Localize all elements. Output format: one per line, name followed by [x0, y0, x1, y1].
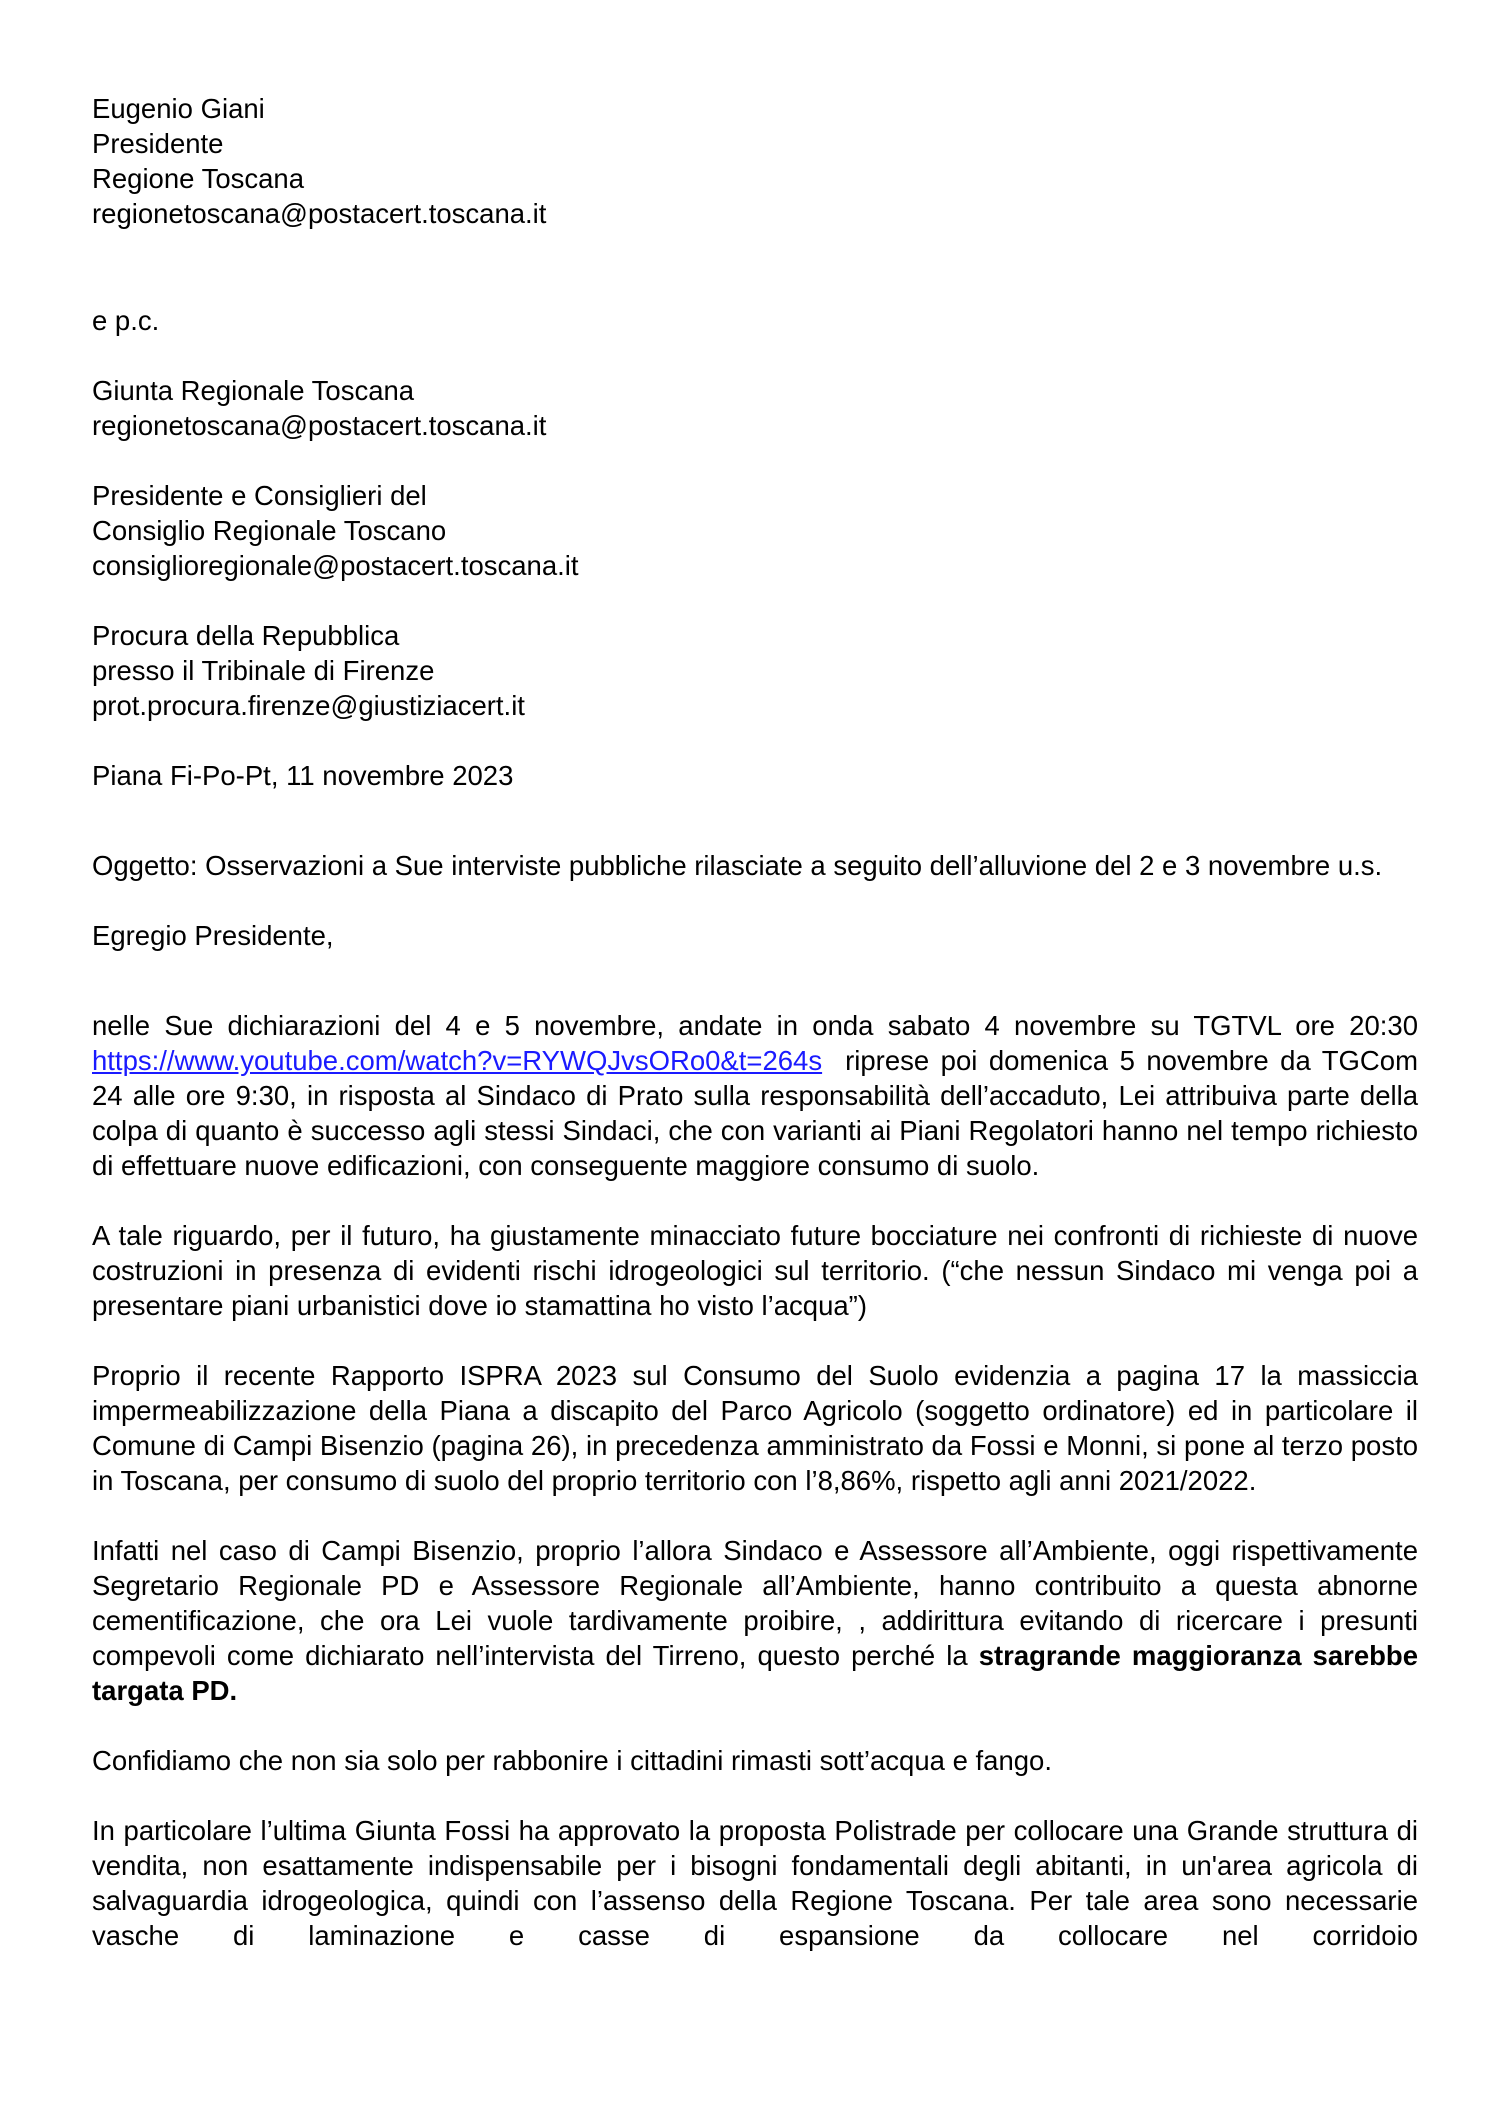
- paragraph-1-text-a: nelle Sue dichiarazioni del 4 e 5 novembre, andate in onda sabato 4 novembre su TGTVL ore 20:30: [92, 1010, 1418, 1041]
- cc-recipient-line: Consiglio Regionale Toscano: [92, 515, 447, 546]
- spacer: [92, 338, 1418, 373]
- spacer: [92, 883, 1418, 918]
- cc-label: e p.c.: [92, 305, 160, 336]
- paragraph-1: [92, 1008, 1418, 1183]
- spacer: [92, 793, 1418, 848]
- spacer: [92, 1323, 1418, 1358]
- paragraph-2: A tale riguardo, per il futuro, ha giustamente minacciato future bocciature nei confronti di richieste di nuove costruzioni in presenza di evidenti rischi idrogeologici sul territorio. (“che nessun Sindaco mi venga poi a presentare piani urbanistici dove io stamattina ho visto l’acqua”): [92, 1220, 1418, 1321]
- salutation: Egregio Presidente,: [92, 920, 334, 951]
- cc-recipient-line: presso il Tribinale di Firenze: [92, 655, 435, 686]
- recipient-name: Eugenio Giani: [92, 93, 265, 124]
- recipient-email: regionetoscana@postacert.toscana.it: [92, 198, 547, 229]
- subject-line: Oggetto: Osservazioni a Sue interviste pubbliche rilasciate a seguito dell’alluvione del 2 e 3 novembre u.s.: [92, 850, 1383, 881]
- letter-page: [92, 91, 1418, 1953]
- cc-recipient-giunta: [92, 373, 1418, 443]
- spacer: [92, 1778, 1418, 1813]
- place-date: Piana Fi-Po-Pt, 11 novembre 2023: [92, 760, 514, 791]
- paragraph-4: [92, 1533, 1418, 1708]
- paragraph-4-text: Infatti nel caso di Campi Bisenzio, proprio l’allora Sindaco e Assessore all’Ambiente, oggi rispettivamente Segretario Regionale PD e Assessore Regionale all’Ambiente, hanno contribuito a questa abnorne cementificazione, che ora Lei vuole tardivamente proibire, , addirittura evitando di ricercare i presunti compevoli come dichiarato nell’intervista del Tirreno, questo perché la: [92, 1535, 1418, 1671]
- recipient-organization: Regione Toscana: [92, 163, 305, 194]
- cc-recipient-email: prot.procura.firenze@giustiziacert.it: [92, 690, 525, 721]
- cc-recipient-email: regionetoscana@postacert.toscana.it: [92, 410, 547, 441]
- spacer: [92, 723, 1418, 758]
- cc-recipient-line: Giunta Regionale Toscana: [92, 375, 415, 406]
- paragraph-1-text-b: riprese poi domenica 5 novembre da TGCom 24 alle ore 9:30, in risposta al Sindaco di Prato sulla responsabilità dell’accaduto, Lei attribuiva parte della colpa di quanto è successo agli stessi Sindaci, che con varianti ai Piani Regolatori hanno nel tempo richiesto di effettuare nuove edificazioni, con conseguente maggiore consumo di suolo.: [92, 1045, 1418, 1181]
- recipient-title: Presidente: [92, 128, 224, 159]
- paragraph-4-bold-text: stragrande maggioranza sarebbe targata PD.: [92, 1640, 1419, 1706]
- cc-recipient-consiglio: [92, 478, 1418, 583]
- spacer: [92, 1708, 1418, 1743]
- paragraph-5: Confidiamo che non sia solo per rabbonire i cittadini rimasti sott’acqua e fango.: [92, 1745, 1052, 1776]
- spacer: [92, 1183, 1418, 1218]
- spacer: [92, 1498, 1418, 1533]
- cc-recipient-line: Procura della Repubblica: [92, 620, 400, 651]
- paragraph-6: In particolare l’ultima Giunta Fossi ha approvato la proposta Polistrade per collocare una Grande struttura di vendita, non esattamente indispensabile per i bisogni fondamentali degli abitanti, in un'area agricola di salvaguardia idrogeologica, quindi con l’assenso della Regione Toscana. Per tale area sono necessarie vasche di laminazione e casse di espansione da collocare nel corridoio: [92, 1815, 1418, 1951]
- spacer: [92, 443, 1418, 478]
- spacer: [92, 583, 1418, 618]
- spacer: [92, 953, 1418, 1008]
- cc-recipient-line: Presidente e Consiglieri del: [92, 480, 427, 511]
- cc-label-block: [92, 303, 1418, 338]
- place-date-block: [92, 758, 1418, 793]
- paragraph-3: Proprio il recente Rapporto ISPRA 2023 sul Consumo del Suolo evidenzia a pagina 17 la massiccia impermeabilizzazione della Piana a discapito del Parco Agricolo (soggetto ordinatore) ed in particolare il Comune di Campi Bisenzio (pagina 26), in precedenza amministrato da Fossi e Monni, si pone al terzo posto in Toscana, per consumo di suolo del proprio territorio con l’8,86%, rispetto agli anni 2021/2022.: [92, 1360, 1418, 1496]
- recipient-block: [92, 91, 1418, 231]
- spacer: [92, 231, 1418, 301]
- cc-recipient-procura: [92, 618, 1418, 723]
- youtube-video-link[interactable]: https://www.youtube.com/watch?v=RYWQJvsORo0&t=264s: [92, 1045, 823, 1076]
- cc-recipient-email: consiglioregionale@postacert.toscana.it: [92, 550, 579, 581]
